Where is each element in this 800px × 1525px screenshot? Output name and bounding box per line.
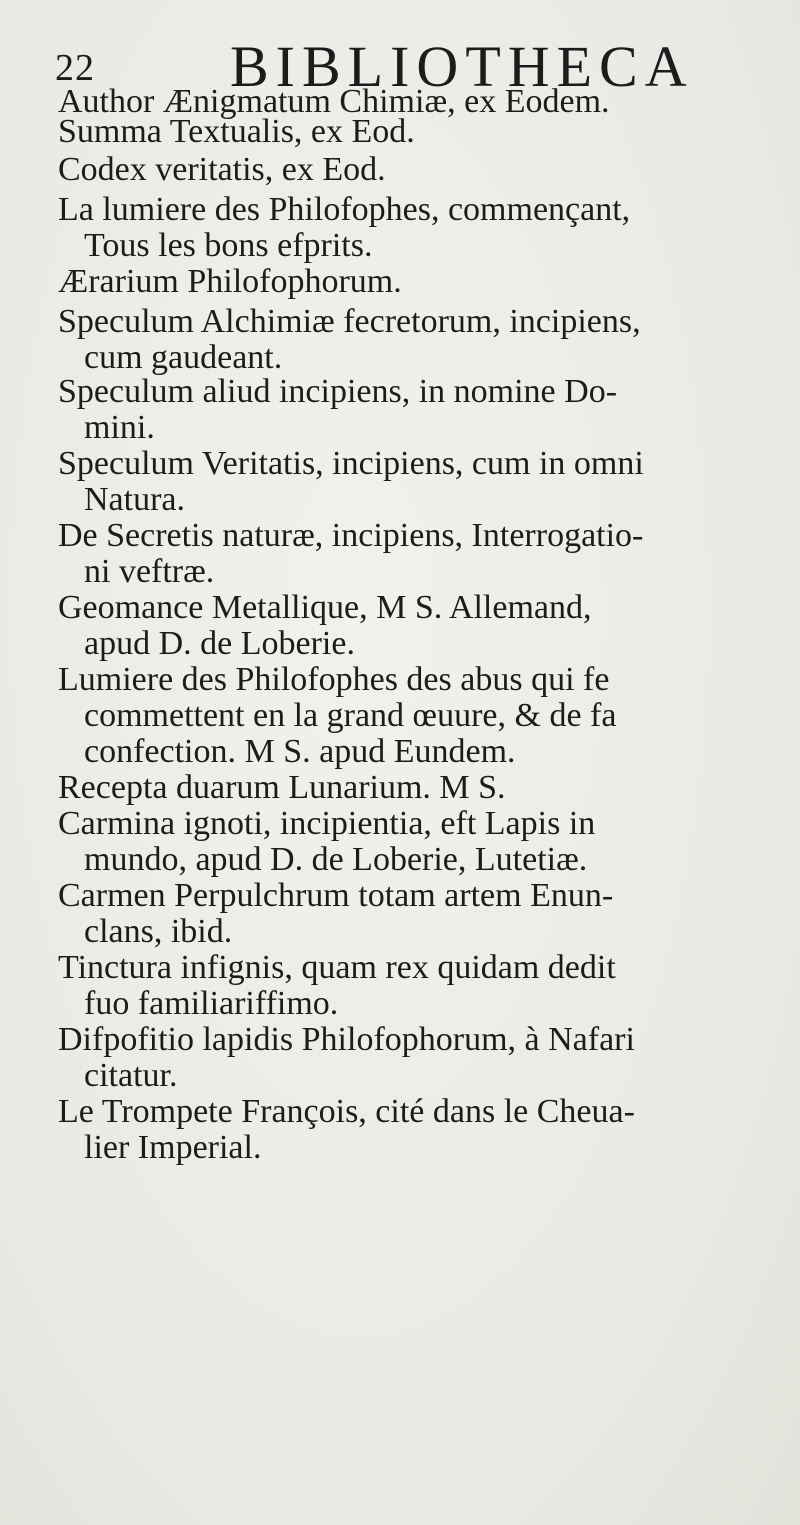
entry-line: ni veftræ. — [84, 553, 215, 590]
entry-line: Tinctura infignis, quam rex quidam dedit — [58, 949, 616, 986]
entry-line: mundo, apud D. de Loberie, Lutetiæ. — [84, 841, 588, 878]
catalogue-entry — [58, 1094, 635, 1166]
entry-line: Speculum Veritatis, incipiens, cum in omni — [58, 445, 644, 482]
catalogue-entry — [58, 950, 616, 1022]
entry-line: Carmen Perpulchrum totam artem Enun- — [58, 877, 614, 914]
catalogue-entry — [58, 662, 616, 770]
entry-line: Difpofitio lapidis Philofophorum, à Nafari — [58, 1021, 635, 1058]
entry-line: Speculum aliud incipiens, in nomine Do- — [58, 373, 618, 410]
entry-line: De Secretis naturæ, incipiens, Interrogatio- — [58, 517, 644, 554]
entry-line: Codex veritatis, ex Eod. — [58, 151, 386, 188]
entry-line: La lumiere des Philofophes, commençant, — [58, 191, 631, 228]
entry-line: commettent en la grand œuure, & de fa — [84, 697, 617, 734]
entry-line: fuo familiariffimo. — [84, 985, 339, 1022]
entry-line: Author Ænigmatum Chimiæ, ex Eodem. — [58, 83, 610, 120]
catalogue-entry — [58, 590, 592, 662]
catalogue-entry — [58, 878, 613, 950]
entry-line: citatur. — [84, 1057, 178, 1094]
catalogue-entry — [58, 1022, 635, 1094]
page-number: 22 — [55, 47, 95, 89]
entry-line: Speculum Alchimiæ fecretorum, incipiens, — [58, 303, 641, 340]
catalogue-entry — [58, 446, 644, 518]
catalogue-entry — [58, 304, 641, 376]
entry-line: cum gaudeant. — [84, 339, 283, 376]
entry-line: clans, ibid. — [84, 913, 233, 950]
entry-line: Lumiere des Philofophes des abus qui fe — [58, 661, 610, 698]
entry-line: lier Imperial. — [84, 1129, 262, 1166]
running-title: BIBLIOTHECA — [230, 34, 694, 99]
entry-line: Tous les bons efprits. — [84, 227, 373, 264]
entry-line: confection. M S. apud Eundem. — [84, 733, 516, 770]
entry-line: mini. — [84, 409, 155, 446]
catalogue-entry — [58, 192, 630, 264]
entry-line: Carmina ignoti, incipientia, eft Lapis in — [58, 805, 596, 842]
catalogue-entry — [58, 770, 506, 806]
entry-line: Ærarium Philofophorum. — [58, 263, 402, 300]
catalogue-entry — [58, 264, 402, 300]
entry-line: Natura. — [84, 481, 186, 518]
catalogue-entry — [58, 152, 386, 188]
entry-line: Recepta duarum Lunarium. M S. — [58, 769, 506, 806]
entry-line: Le Trompete François, cité dans le Cheua- — [58, 1093, 635, 1130]
entry-line: Geomance Metallique, M S. Allemand, — [58, 589, 592, 626]
catalogue-entry — [58, 114, 415, 150]
catalogue-entry — [58, 374, 617, 446]
catalogue-entry — [58, 806, 595, 878]
catalogue-entry — [58, 518, 643, 590]
entry-line: apud D. de Loberie. — [84, 625, 355, 662]
entry-line: Summa Textualis, ex Eod. — [58, 113, 415, 150]
